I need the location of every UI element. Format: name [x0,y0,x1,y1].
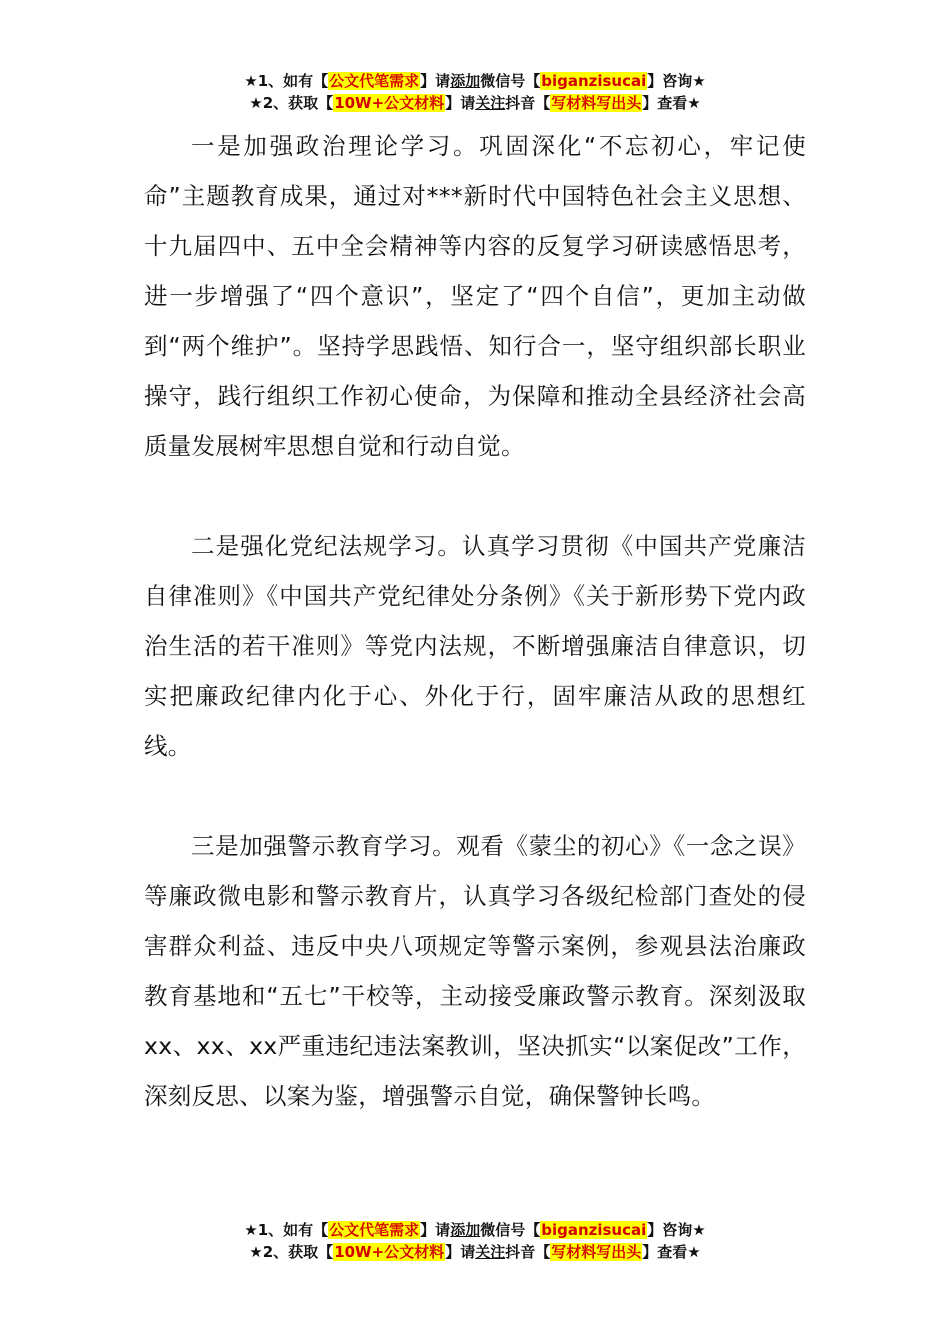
banner-text: 】请 [420,72,451,90]
banner-highlight: biganzisucai [541,72,647,90]
banner-line-1 [0,70,950,92]
banner-text: ★2、获取【 [249,1243,334,1261]
header-banner [0,70,950,114]
paragraph-party-discipline: 二是强化党纪法规学习。认真学习贯彻《中国共产党廉洁自律准则》《中国共产党纪律处分条例》《关于新形势下党内政治生活的若干准则》等党内法规，不断增强廉洁自律意识，切实把廉政纪律内化于心、外化于行，固牢廉洁从政的思想红线。 [144,532,806,760]
banner-text: 】请 [445,1243,476,1261]
banner-highlight: 写材料写出头 [551,94,642,112]
banner-emphasis: 关注 [475,94,506,112]
banner-text: 】咨询★ [647,72,706,90]
banner-line-1 [0,1219,950,1241]
paragraph-spacer [144,771,806,821]
banner-text: 抖音【 [505,94,551,112]
banner-text: ★2、获取【 [249,94,334,112]
paragraph-political-theory: 一是加强政治理论学习。巩固深化“不忘初心，牢记使命”主题教育成果，通过对***新时代中国特色社会主义思想、十九届四中、五中全会精神等内容的反复学习研读感悟思考，进一步增强了“四个意识”，坚定了“四个自信”，更加主动做到“两个维护”。坚持学思践悟、知行合一，坚守组织部长职业操守，践行组织工作初心使命，为保障和推动全县经济社会高质量发展树牢思想自觉和行动自觉。 [144,132,806,460]
footer-banner [0,1219,950,1263]
paragraph-spacer [144,471,806,521]
banner-highlight: 公文代笔需求 [329,1221,420,1239]
banner-line-2 [0,1241,950,1263]
paragraph-warning-education: 三是加强警示教育学习。观看《蒙尘的初心》《一念之误》等廉政微电影和警示教育片，认真学习各级纪检部门查处的侵害群众利益、违反中央八项规定等警示案例，参观县法治廉政教育基地和“五七”干校等，主动接受廉政警示教育。深刻汲取xx、xx、xx严重违纪违法案教训，坚决抓实“以案促改”工作，深刻反思、以案为鉴，增强警示自觉，确保警钟长鸣。 [144,832,806,1110]
banner-text: 】查看★ [642,1243,701,1261]
banner-highlight: 10W+公文材料 [334,1243,445,1261]
banner-emphasis: 添加 [450,1221,481,1239]
document-body [144,121,806,1121]
banner-text: 】请 [420,1221,451,1239]
banner-highlight: biganzisucai [541,1221,647,1239]
banner-text: 】请 [445,94,476,112]
banner-text: 微信号【 [480,1221,541,1239]
banner-line-2 [0,92,950,114]
banner-highlight: 公文代笔需求 [329,72,420,90]
banner-text: 微信号【 [480,72,541,90]
banner-highlight: 10W+公文材料 [334,94,445,112]
banner-text: 】咨询★ [647,1221,706,1239]
banner-text: ★1、如有【 [244,72,329,90]
banner-highlight: 写材料写出头 [551,1243,642,1261]
banner-emphasis: 关注 [475,1243,506,1261]
banner-emphasis: 添加 [450,72,481,90]
banner-text: 】查看★ [642,94,701,112]
banner-text: ★1、如有【 [244,1221,329,1239]
banner-text: 抖音【 [505,1243,551,1261]
